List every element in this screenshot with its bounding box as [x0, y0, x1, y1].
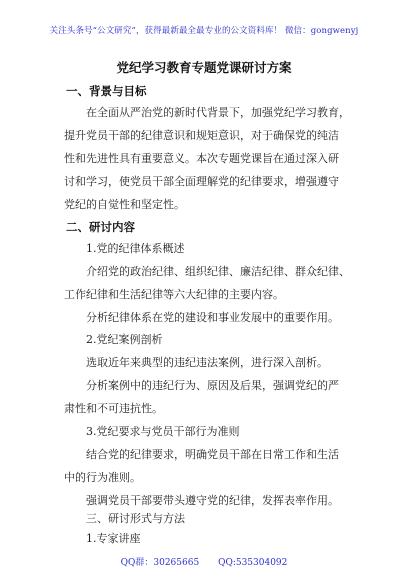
- paragraph-line: 介绍党的政治纪律、组织纪律、廉洁纪律、群众纪律、: [86, 265, 350, 278]
- paragraph-line: 党纪的自觉性和坚定性。: [64, 198, 185, 211]
- paragraph-line: 强调党员干部要带头遵守党的纪律，发挥表率作用。: [86, 494, 339, 507]
- paragraph-line: 讨和学习，使党员干部全面理解党的纪律要求，增强遵守: [64, 175, 339, 188]
- subheading: 1.党的纪律体系概述: [86, 242, 185, 255]
- footer-qq: QQ:535304092: [218, 558, 288, 568]
- header-promo-note: 关注头条号“公文研究”，获得最新最全最专业的公文资料库！ 微信：gongwenyj: [49, 26, 359, 36]
- subheading-expert-lecture-placeholder: 1.专家讲座: [86, 532, 141, 545]
- paragraph-line: 中的行为准则。: [64, 471, 141, 484]
- section-heading-background: 一、背景与目标: [66, 84, 147, 98]
- subheading: 3.党纪要求与党员干部行为准则: [86, 425, 240, 438]
- paragraph-line: 分析案例中的违纪行为、原因及后果，强调党纪的严: [86, 379, 339, 392]
- section-heading-format: 三、研讨形式与方法: [86, 512, 185, 525]
- paragraph-line: 肃性和不可违抗性。: [64, 402, 163, 415]
- paragraph-line: 提升党员干部的纪律意识和规矩意识，对于确保党的纯洁: [64, 129, 339, 142]
- paragraph-line: 工作纪律和生活纪律等六大纪律的主要内容。: [64, 288, 284, 301]
- subheading: 2.党纪案例剖析: [86, 333, 163, 346]
- paragraph-line: 在全面从严治党的新时代背景下，加强党纪学习教育，: [86, 106, 350, 119]
- paragraph-line: 结合党的纪律要求，明确党员干部在日常工作和生活: [86, 448, 339, 461]
- paragraph-line: 性和先进性具有重要意义。本次专题党课旨在通过深入研: [64, 152, 339, 165]
- footer-contact: [0, 555, 408, 568]
- footer-qq-group: QQ群：30265665: [120, 558, 200, 568]
- paragraph-line: 选取近年来典型的违纪违法案例，进行深入剖析。: [86, 356, 328, 369]
- section-heading-content: 二、研讨内容: [66, 220, 135, 234]
- paragraph-line: 分析纪律体系在党的建设和事业发展中的重要作用。: [86, 311, 339, 324]
- document-title: 党纪学习教育专题党课研讨方案: [116, 60, 292, 75]
